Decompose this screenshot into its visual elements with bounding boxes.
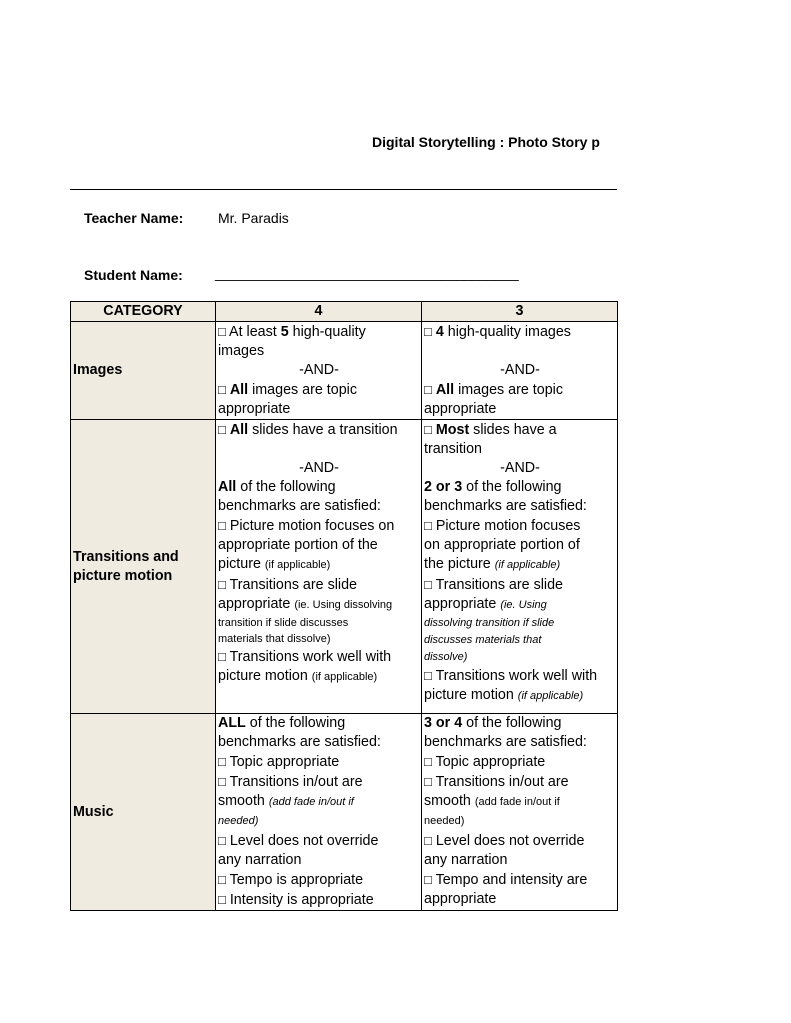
checkbox-icon: □ — [218, 872, 226, 887]
rubric-table — [70, 301, 618, 911]
checkbox-icon: □ — [218, 577, 226, 592]
title-divider — [70, 189, 617, 190]
music-score-4-cell: ALL of the following benchmarks are satisfied: □ Topic appropriate □ Transitions in/out are smooth (add fade in/out if needed) □ Level does not override any narration □ Tempo is appropriate □ Intensity is appropriate — [216, 714, 422, 911]
student-name-blank: _______________________________________ — [215, 265, 519, 281]
category-music: Music — [71, 714, 216, 911]
header-score-4: 4 — [216, 302, 422, 322]
table-row — [71, 420, 618, 714]
checkbox-icon: □ — [218, 422, 226, 437]
checkbox-icon: □ — [218, 833, 226, 848]
checkbox-icon: □ — [424, 518, 432, 533]
header-category: CATEGORY — [71, 302, 216, 322]
checkbox-icon: □ — [218, 892, 226, 907]
checkbox-icon: □ — [424, 833, 432, 848]
checkbox-icon: □ — [218, 774, 226, 789]
checkbox-icon: □ — [218, 649, 226, 664]
checkbox-icon: □ — [424, 324, 432, 339]
category-transitions: Transitions and picture motion — [71, 420, 216, 714]
student-name-label: Student Name: — [84, 267, 183, 283]
checkbox-icon: □ — [424, 668, 432, 683]
transitions-score-3-cell: □ Most slides have a transition -AND- 2 or 3 of the following benchmarks are satisfied: □ Picture motion focuses on appropriate portion of the picture (if applicable) □ Transitions are slide appropriate (ie. Using dissolving transition if slide discusses materials that dissolve) □ Transitions work well with picture motion (if applicable) — [422, 420, 618, 714]
checkbox-icon: □ — [424, 382, 432, 397]
table-row — [71, 322, 618, 420]
checkbox-icon: □ — [424, 422, 432, 437]
checkbox-icon: □ — [218, 324, 226, 339]
checkbox-icon: □ — [424, 872, 432, 887]
table-row — [71, 714, 618, 911]
checkbox-icon: □ — [424, 774, 432, 789]
category-images: Images — [71, 322, 216, 420]
music-score-3-cell: 3 or 4 of the following benchmarks are satisfied: □ Topic appropriate □ Transitions in/out are smooth (add fade in/out if needed) □ Level does not override any narration □ Tempo and intensity are appropriate — [422, 714, 618, 911]
transitions-score-4-cell: □ All slides have a transition -AND- All of the following benchmarks are satisfied: □ Picture motion focuses on appropriate portion of the picture (if applicable) □ Transitions are slide appropriate (ie. Using dissolving transition if slide discusses materials that dissolve) □ Transitions work well with picture motion (if applicable) — [216, 420, 422, 714]
checkbox-icon: □ — [218, 518, 226, 533]
document-title: Digital Storytelling : Photo Story p — [372, 134, 600, 150]
checkbox-icon: □ — [424, 577, 432, 592]
teacher-name-label: Teacher Name: — [84, 210, 184, 226]
images-score-3-cell: □ 4 high-quality images -AND- □ All images are topic appropriate — [422, 322, 618, 420]
header-score-3: 3 — [422, 302, 618, 322]
checkbox-icon: □ — [218, 754, 226, 769]
images-score-4-cell: □ At least 5 high-quality images -AND- □ All images are topic appropriate — [216, 322, 422, 420]
header-row — [71, 302, 618, 322]
checkbox-icon: □ — [218, 382, 226, 397]
teacher-name-value: Mr. Paradis — [218, 210, 289, 226]
checkbox-icon: □ — [424, 754, 432, 769]
